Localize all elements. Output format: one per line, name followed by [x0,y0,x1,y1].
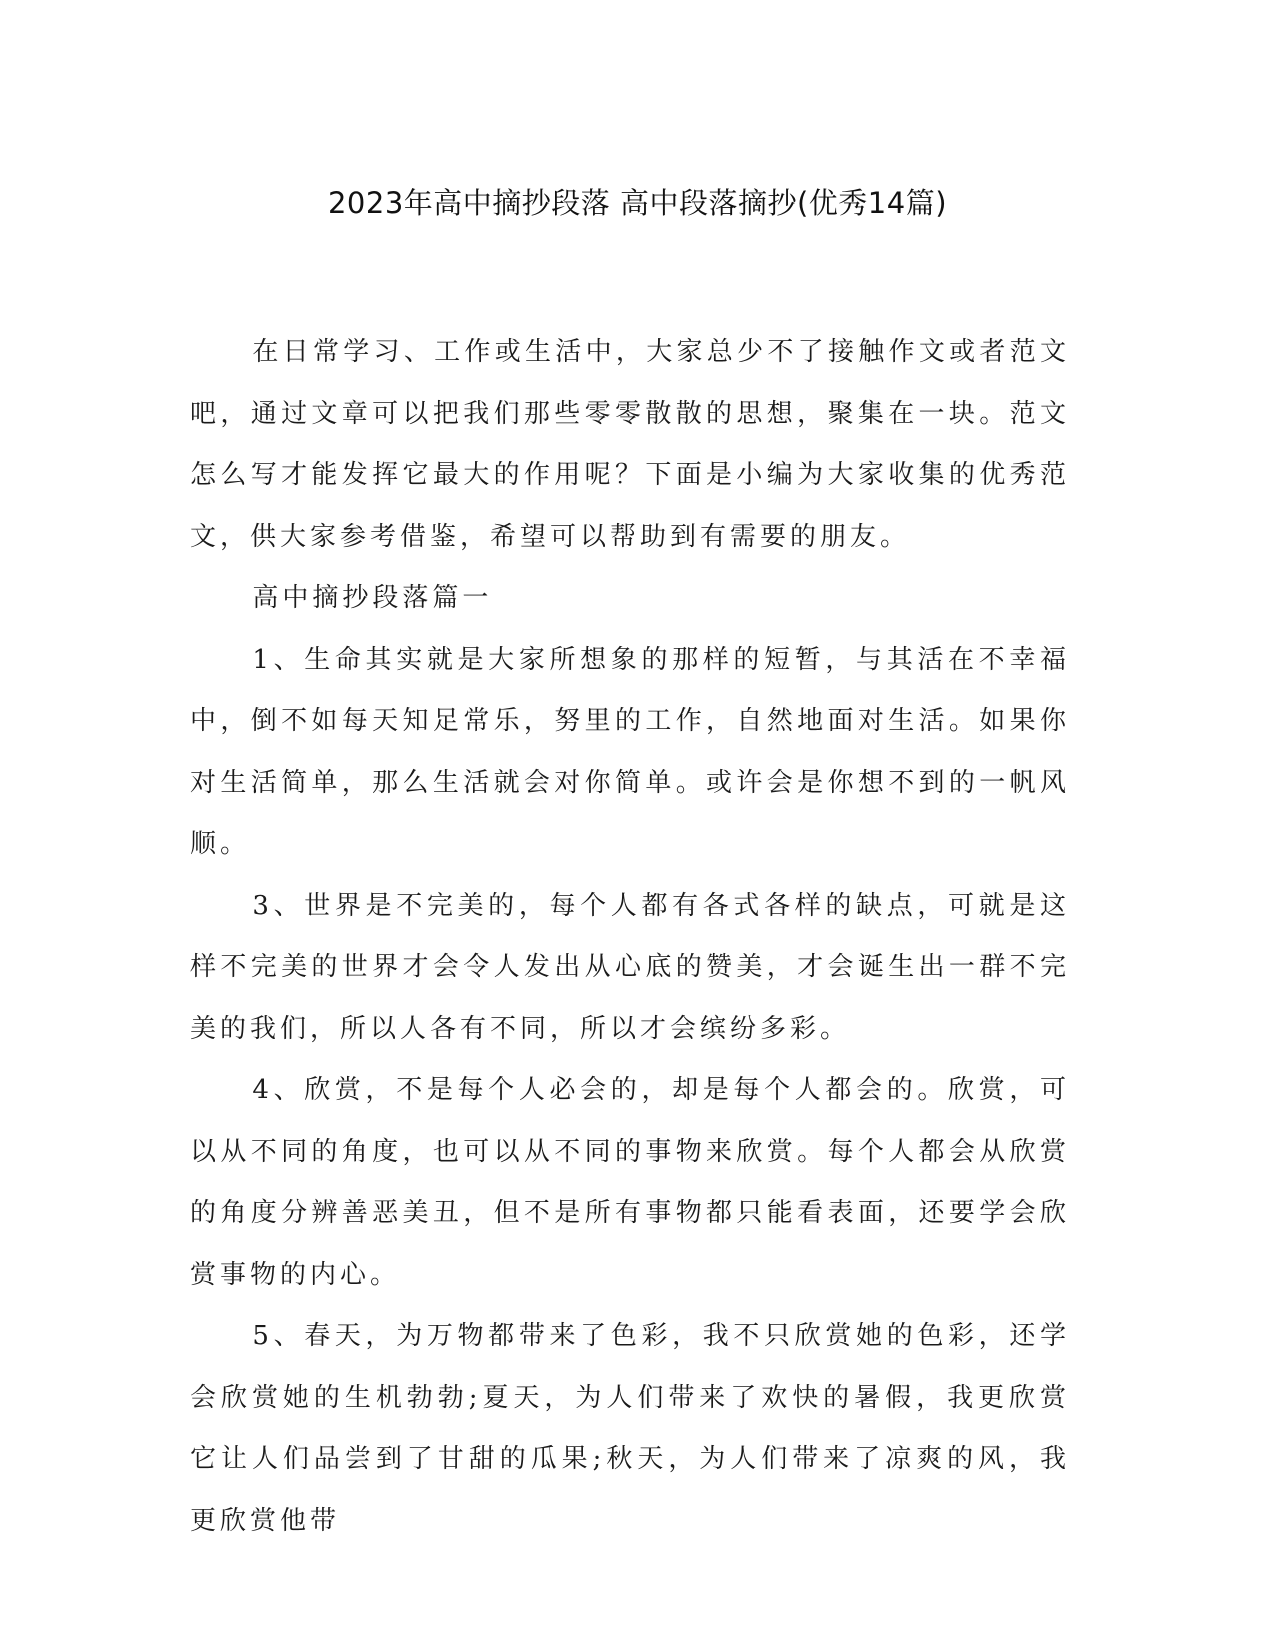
section-heading: 高中摘抄段落篇一 [252,583,493,613]
body-paragraph: 1、生命其实就是大家所想象的那样的短暂，与其活在不幸福中，倒不如每天知足常乐，努里的工作，自然地面对生活。如果你对生活简单，那么生活就会对你简单。或许会是你想不到的一帆风顺。 [190,644,1070,859]
document-body [190,322,1070,1552]
body-paragraph: 4、欣赏，不是每个人必会的，却是每个人都会的。欣赏，可以从不同的角度，也可以从不同的事物来欣赏。每个人都会从欣赏的角度分辨善恶美丑，但不是所有事物都只能看表面，还要学会欣赏事物的内心。 [190,1075,1070,1290]
body-paragraph: 3、世界是不完美的，每个人都有各式各样的缺点，可就是这样不完美的世界才会令人发出从心底的赞美，才会诞生出一群不完美的我们，所以人各有不同，所以才会缤纷多彩。 [190,890,1070,1044]
body-paragraph: 5、春天，为万物都带来了色彩，我不只欣赏她的色彩，还学会欣赏她的生机勃勃;夏天，为人们带来了欢快的暑假，我更欣赏它让人们品尝到了甘甜的瓜果;秋天，为人们带来了凉爽的风，我更欣赏他带 [190,1321,1070,1536]
intro-paragraph: 在日常学习、工作或生活中，大家总少不了接触作文或者范文吧，通过文章可以把我们那些零零散散的思想，聚集在一块。范文怎么写才能发挥它最大的作用呢？下面是小编为大家收集的优秀范文，供大家参考借鉴，希望可以帮助到有需要的朋友。 [190,337,1070,552]
document-title: 2023年高中摘抄段落 高中段落摘抄(优秀14篇) [327,186,948,220]
